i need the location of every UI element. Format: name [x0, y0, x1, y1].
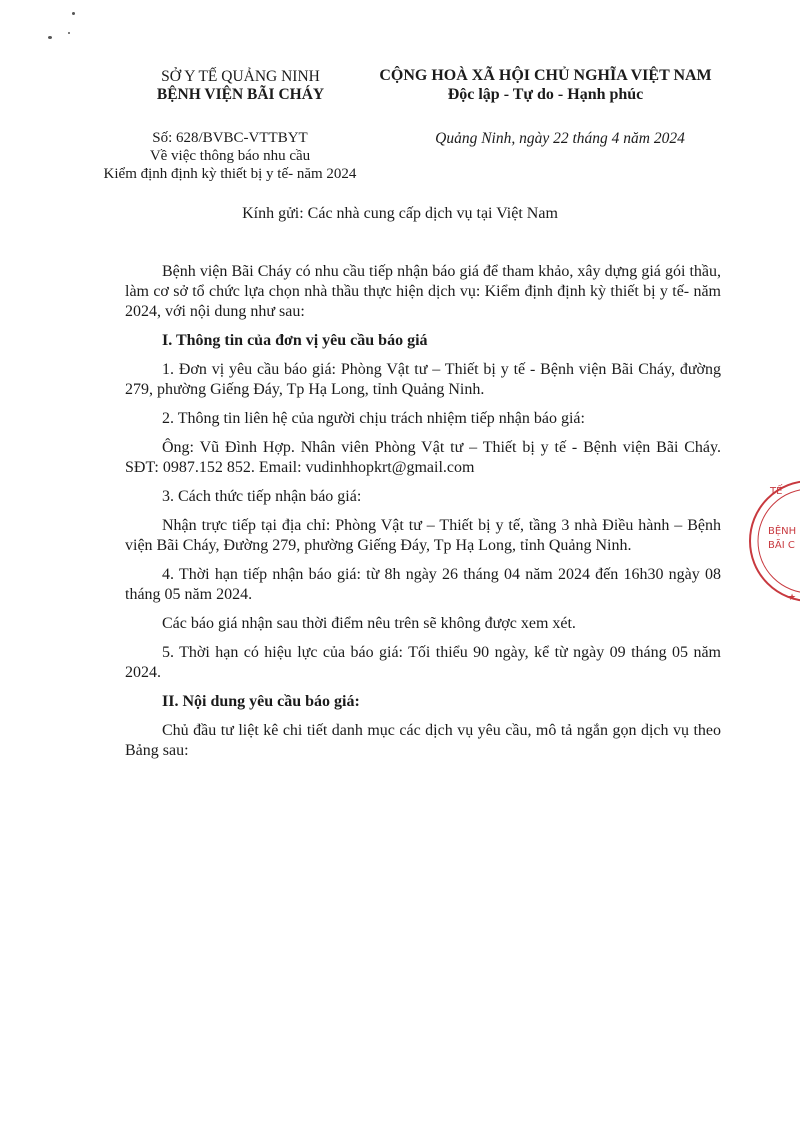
scan-speck	[72, 12, 75, 15]
official-seal-stamp	[738, 476, 800, 606]
subject-line-2: Kiểm định định kỳ thiết bị y tế- năm 2024	[103, 166, 357, 182]
country-name: CỘNG HOÀ XÃ HỘI CHỦ NGHĨA VIỆT NAM	[379, 67, 712, 84]
motto: Độc lập - Tự do - Hạnh phúc	[447, 86, 644, 103]
document-body	[125, 262, 721, 770]
national-header	[368, 66, 723, 104]
item-2-detail: Ông: Vũ Đình Hợp. Nhân viên Phòng Vật tư – Thiết bị y tế - Bệnh viện Bãi Cháy. SĐT: 0987.152 852. Email: vudinhhopkrt@gmail.com	[125, 439, 721, 476]
reference-block	[80, 129, 380, 183]
intro-paragraph: Bệnh viện Bãi Cháy có nhu cầu tiếp nhận báo giá để tham khảo, xây dựng giá gói thầu, làm cơ sở tổ chức lựa chọn nhà thầu thực hiện dịch vụ: Kiểm định định kỳ thiết bị y tế- năm 2024, với nội dung như sau:	[125, 263, 721, 320]
item-2: 2. Thông tin liên hệ của người chịu trách nhiệm tiếp nhận báo giá:	[162, 410, 585, 427]
item-3: 3. Cách thức tiếp nhận báo giá:	[162, 488, 362, 505]
seal-star-icon: ★	[788, 593, 797, 603]
issuing-organization	[118, 68, 363, 104]
org-parent: SỞ Y TẾ QUẢNG NINH	[161, 68, 320, 85]
org-name: BỆNH VIỆN BÃI CHÁY	[156, 86, 325, 103]
document-date: Quảng Ninh, ngày 22 tháng 4 năm 2024	[435, 130, 685, 147]
section-2-text: Chủ đầu tư liệt kê chi tiết danh mục các dịch vụ yêu cầu, mô tả ngắn gọn dịch vụ theo Bảng sau:	[125, 722, 721, 759]
seal-text-mid-1: BỆNH	[768, 526, 797, 537]
seal-icon	[738, 476, 800, 606]
subject-line-1: Về việc thông báo nhu cầu	[149, 148, 311, 164]
section-2-heading: II. Nội dung yêu cầu báo giá:	[162, 693, 360, 710]
scan-speck	[48, 36, 52, 39]
item-4-note: Các báo giá nhận sau thời điểm nêu trên sẽ không được xem xét.	[162, 615, 576, 632]
salutation: Kính gửi: Các nhà cung cấp dịch vụ tại Việt Nam	[242, 205, 558, 222]
scan-speck	[68, 32, 70, 34]
item-1: 1. Đơn vị yêu cầu báo giá: Phòng Vật tư – Thiết bị y tế - Bệnh viện Bãi Cháy, đường 279, phường Giếng Đáy, Tp Hạ Long, tỉnh Quảng Ninh.	[125, 361, 721, 398]
seal-text-mid-2: BÃI C	[768, 540, 795, 551]
item-4: 4. Thời hạn tiếp nhận báo giá: từ 8h ngày 26 tháng 04 năm 2024 đến 16h30 ngày 08 tháng 05 năm 2024.	[125, 566, 721, 603]
section-1-heading: I. Thông tin của đơn vị yêu cầu báo giá	[162, 332, 428, 349]
item-5: 5. Thời hạn có hiệu lực của báo giá: Tối thiểu 90 ngày, kể từ ngày 09 tháng 05 năm 2024.	[125, 644, 721, 681]
item-3-detail: Nhận trực tiếp tại địa chỉ: Phòng Vật tư – Thiết bị y tế, tầng 3 nhà Điều hành – Bệnh viện Bãi Cháy, Đường 279, phường Giếng Đáy, Tp Hạ Long, tỉnh Quảng Ninh.	[125, 517, 721, 554]
seal-text-top: TẾ	[770, 486, 783, 497]
document-number: Số: 628/BVBC-VTTBYT	[152, 130, 308, 146]
